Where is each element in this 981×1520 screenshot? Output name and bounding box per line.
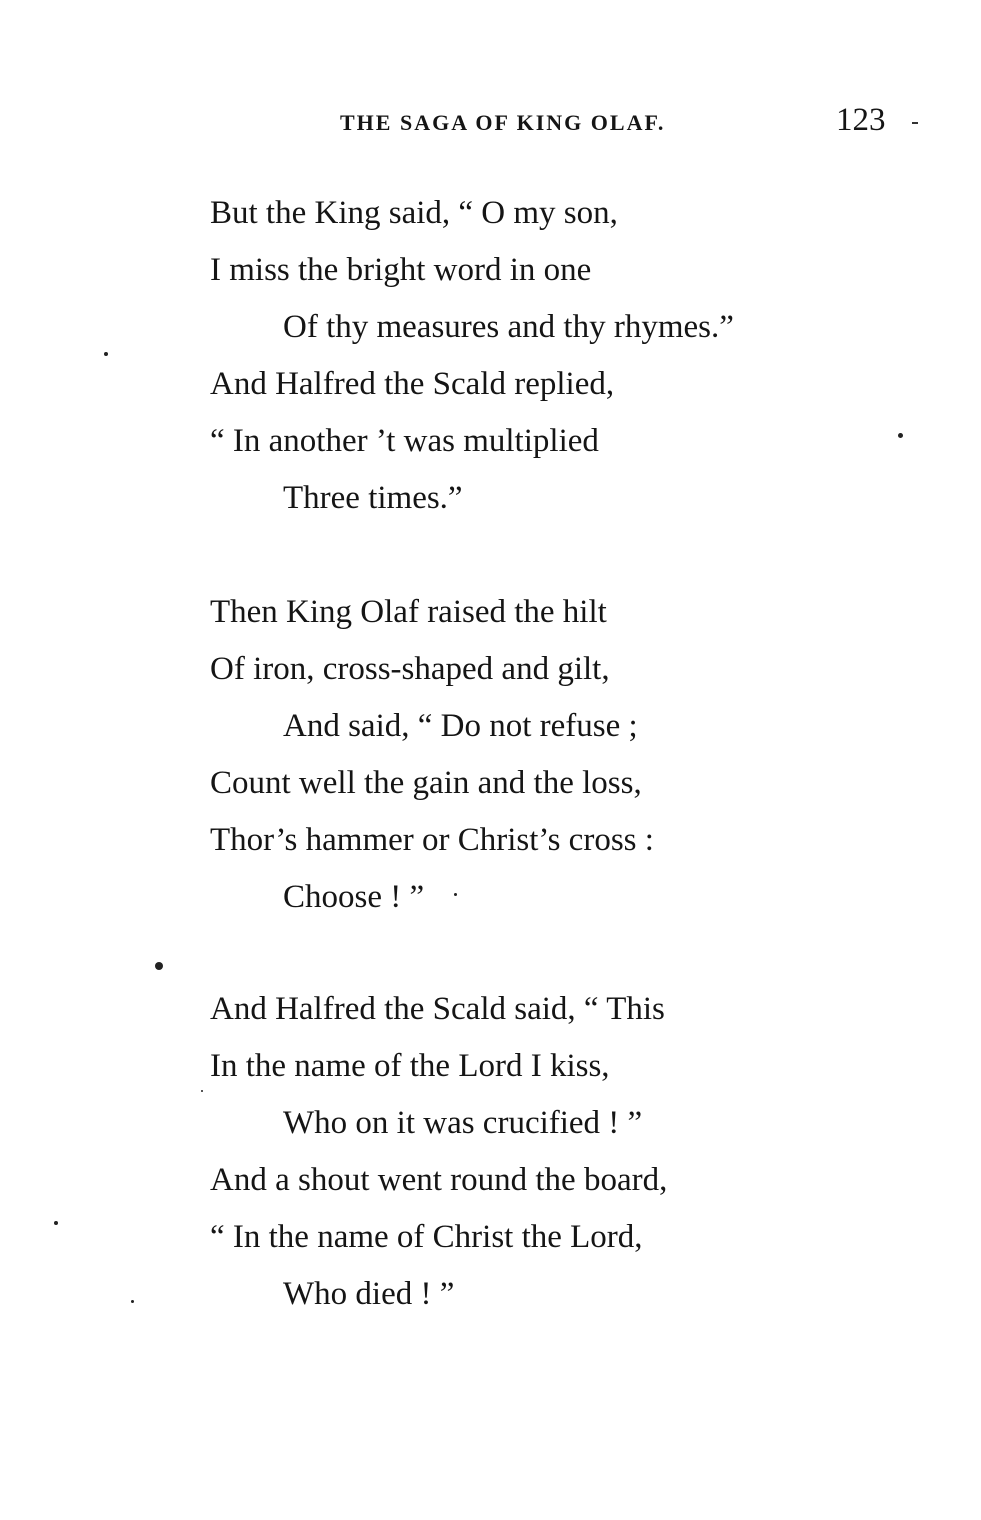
verse-line: Three times.”	[283, 480, 463, 516]
verse-line: Of iron, cross-shaped and gilt,	[210, 651, 610, 687]
header-dash-mark	[912, 122, 918, 124]
verse-line: Count well the gain and the loss,	[210, 765, 642, 801]
scan-speck	[898, 433, 903, 438]
verse-line: I miss the bright word in one	[210, 252, 592, 288]
verse-line: And Halfred the Scald said, “ This	[210, 991, 665, 1027]
scan-speck	[155, 962, 163, 970]
verse-line: In the name of the Lord I kiss,	[210, 1048, 610, 1084]
verse-line: Who died ! ”	[283, 1276, 455, 1312]
scan-speck	[201, 1090, 203, 1092]
scan-speck	[104, 352, 108, 356]
verse-line: And Halfred the Scald replied,	[210, 366, 615, 402]
scan-speck	[131, 1300, 134, 1303]
verse-line: “ In the name of Christ the Lord,	[210, 1219, 643, 1255]
verse-line: But the King said, “ O my son,	[210, 195, 618, 231]
page-number: 123	[836, 102, 886, 138]
running-title: THE SAGA OF KING OLAF.	[340, 110, 666, 135]
verse-line: Who on it was crucified ! ”	[283, 1105, 643, 1141]
scan-speck	[454, 893, 457, 896]
verse-line: And a shout went round the board,	[210, 1162, 668, 1198]
verse-line: Choose ! ”	[283, 879, 425, 915]
verse-line: Thor’s hammer or Christ’s cross :	[210, 822, 654, 858]
verse-line: Then King Olaf raised the hilt	[210, 594, 607, 630]
verse-line: Of thy measures and thy rhymes.”	[283, 309, 734, 345]
verse-line: “ In another ’t was multiplied	[210, 423, 599, 459]
scan-speck	[54, 1221, 58, 1225]
verse-line: And said, “ Do not refuse ;	[283, 708, 638, 744]
